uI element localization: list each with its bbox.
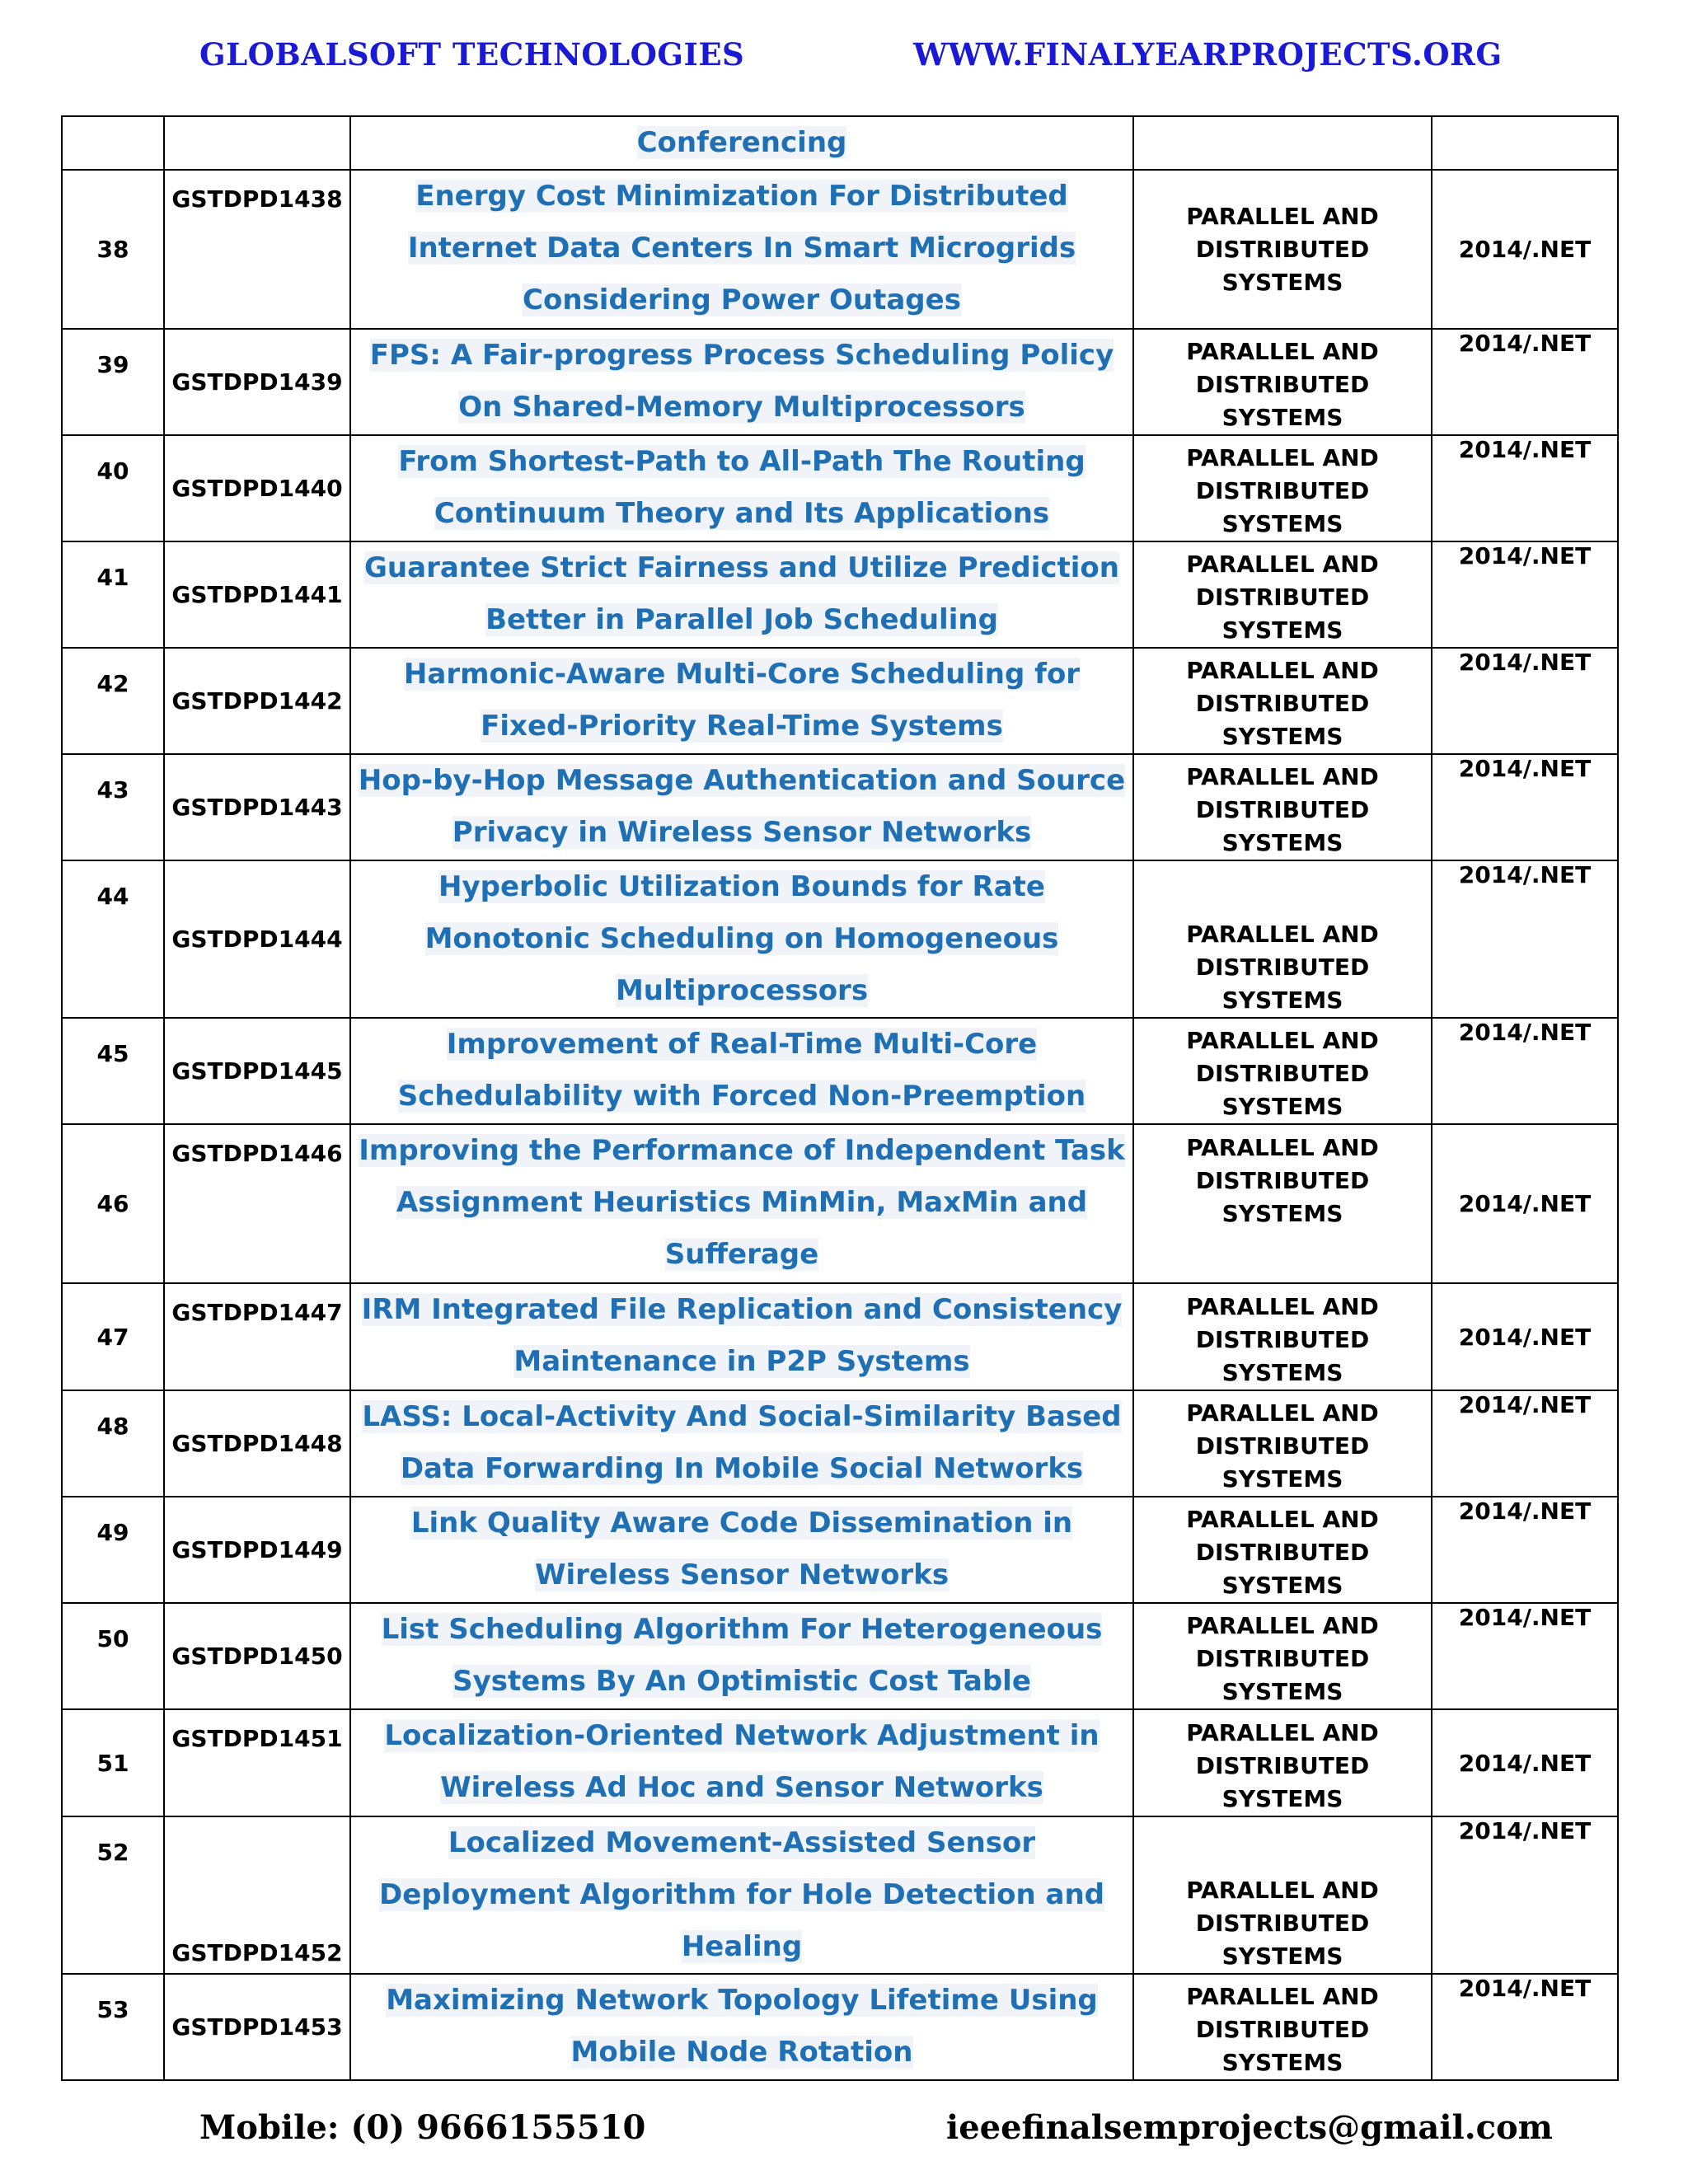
sno-cell: 46 [62,1124,164,1283]
code-cell: GSTDPD1440 [164,435,350,541]
sno-cell: 49 [62,1497,164,1603]
project-title: Link Quality Aware Code Dissemination in Wireless Sensor Networks [410,1507,1073,1591]
title-cell [350,754,1133,860]
table-row [62,1816,1618,1974]
domain-text: PARALLEL AND DISTRIBUTED SYSTEMS [1186,444,1379,537]
code-cell: GSTDPD1445 [164,1018,350,1124]
title-cell [350,1283,1133,1390]
year-cell: 2014/.NET [1432,1709,1618,1816]
table-row [62,1709,1618,1816]
table-row [62,1124,1618,1283]
domain-text: PARALLEL AND DISTRIBUTED SYSTEMS [1186,1027,1379,1120]
table-row [62,1974,1618,2080]
year-cell: 2014/.NET [1432,754,1618,860]
code-cell: GSTDPD1441 [164,541,350,648]
project-title: Localization-Oriented Network Adjustment in Wireless Ad Hoc and Sensor Networks [384,1719,1100,1804]
year-cell: 2014/.NET [1432,1283,1618,1390]
domain-text: PARALLEL AND DISTRIBUTED SYSTEMS [1186,1506,1379,1599]
domain-text: PARALLEL AND DISTRIBUTED SYSTEMS [1186,551,1379,644]
domain-cell [1133,754,1432,860]
year-cell: 2014/.NET [1432,435,1618,541]
year-cell [1432,116,1618,170]
year-cell: 2014/.NET [1432,1390,1618,1497]
domain-cell [1133,1709,1432,1816]
code-cell: GSTDPD1448 [164,1390,350,1497]
sno-cell: 51 [62,1709,164,1816]
sno-cell: 47 [62,1283,164,1390]
table-row [62,1603,1618,1709]
sno-cell: 43 [62,754,164,860]
domain-text: PARALLEL AND DISTRIBUTED SYSTEMS [1186,763,1379,856]
domain-cell [1133,116,1432,170]
domain-cell [1133,541,1432,648]
title-cell [350,648,1133,754]
project-title: Guarantee Strict Fairness and Utilize Prediction Better in Parallel Job Scheduling [364,551,1119,636]
table-row [62,1390,1618,1497]
sno-cell [62,116,164,170]
table-row [62,1283,1618,1390]
domain-cell [1133,1283,1432,1390]
domain-text: PARALLEL AND DISTRIBUTED SYSTEMS [1186,1719,1379,1812]
table-row [62,1497,1618,1603]
project-title: Improvement of Real-Time Multi-Core Schedulability with Forced Non-Preemption [397,1028,1086,1113]
year-cell: 2014/.NET [1432,1974,1618,2080]
sno-cell: 53 [62,1974,164,2080]
sno-cell: 48 [62,1390,164,1497]
table-row [62,435,1618,541]
project-title: IRM Integrated File Replication and Consistency Maintenance in P2P Systems [361,1293,1123,1378]
code-cell: GSTDPD1449 [164,1497,350,1603]
projects-table-body [62,116,1618,2080]
code-cell: GSTDPD1450 [164,1603,350,1709]
code-cell: GSTDPD1453 [164,1974,350,2080]
mobile-number: Mobile: (0) 9666155510 [199,2108,646,2147]
code-cell: GSTDPD1447 [164,1283,350,1390]
title-cell [350,1018,1133,1124]
domain-text: PARALLEL AND DISTRIBUTED SYSTEMS [1186,657,1379,750]
title-cell [350,1816,1133,1974]
title-cell [350,1603,1133,1709]
title-cell [350,435,1133,541]
year-cell: 2014/.NET [1432,1124,1618,1283]
code-cell: GSTDPD1442 [164,648,350,754]
code-cell: GSTDPD1446 [164,1124,350,1283]
sno-cell: 50 [62,1603,164,1709]
code-cell: GSTDPD1443 [164,754,350,860]
year-cell: 2014/.NET [1432,329,1618,435]
title-cell [350,116,1133,170]
table-row [62,860,1618,1018]
project-title: From Shortest-Path to All-Path The Routing Continuum Theory and Its Applications [398,445,1085,530]
project-title: Energy Cost Minimization For Distributed Internet Data Centers In Smart Microgrids Considering Power Outages [407,180,1076,316]
title-cell [350,1497,1133,1603]
table-row [62,116,1618,170]
domain-text: PARALLEL AND DISTRIBUTED SYSTEMS [1186,1877,1379,1970]
code-cell: GSTDPD1452 [164,1816,350,1974]
year-cell: 2014/.NET [1432,1018,1618,1124]
domain-cell [1133,1497,1432,1603]
project-title: Harmonic-Aware Multi-Core Scheduling for Fixed-Priority Real-Time Systems [403,658,1081,743]
year-cell: 2014/.NET [1432,541,1618,648]
domain-text: PARALLEL AND DISTRIBUTED SYSTEMS [1186,202,1379,296]
sno-cell: 52 [62,1816,164,1974]
domain-text: PARALLEL AND DISTRIBUTED SYSTEMS [1186,1134,1379,1227]
domain-text: PARALLEL AND DISTRIBUTED SYSTEMS [1186,1293,1379,1386]
year-cell: 2014/.NET [1432,648,1618,754]
table-row [62,541,1618,648]
project-title: Conferencing [636,126,847,159]
project-title: LASS: Local-Activity And Social-Similarity Based Data Forwarding In Mobile Social Networks [362,1400,1122,1485]
domain-cell [1133,1974,1432,2080]
project-title: List Scheduling Algorithm For Heterogeneous Systems By An Optimistic Cost Table [381,1613,1103,1698]
domain-text: PARALLEL AND DISTRIBUTED SYSTEMS [1186,1399,1379,1493]
code-cell: GSTDPD1444 [164,860,350,1018]
sno-cell: 41 [62,541,164,648]
domain-text: PARALLEL AND DISTRIBUTED SYSTEMS [1186,921,1379,1014]
company-name: GLOBALSOFT TECHNOLOGIES [199,36,745,73]
sno-cell: 39 [62,329,164,435]
title-cell [350,1390,1133,1497]
domain-cell [1133,648,1432,754]
sno-cell: 40 [62,435,164,541]
title-cell [350,329,1133,435]
domain-text: PARALLEL AND DISTRIBUTED SYSTEMS [1186,1612,1379,1705]
domain-cell [1133,1603,1432,1709]
projects-table [61,115,1619,2081]
website-url: WWW.FINALYEARPROJECTS.ORG [913,36,1503,73]
code-cell: GSTDPD1451 [164,1709,350,1816]
table-row [62,754,1618,860]
domain-text: PARALLEL AND DISTRIBUTED SYSTEMS [1186,1983,1379,2076]
sno-cell: 42 [62,648,164,754]
year-cell: 2014/.NET [1432,1816,1618,1974]
project-title: FPS: A Fair-progress Process Scheduling Policy On Shared-Memory Multiprocessors [369,339,1114,424]
year-cell: 2014/.NET [1432,170,1618,329]
table-row [62,329,1618,435]
title-cell [350,1124,1133,1283]
email-address: ieeefinalsemprojects@gmail.com [946,2108,1553,2147]
sno-cell: 38 [62,170,164,329]
domain-cell [1133,170,1432,329]
title-cell [350,860,1133,1018]
code-cell: GSTDPD1439 [164,329,350,435]
sno-cell: 45 [62,1018,164,1124]
code-cell [164,116,350,170]
domain-cell [1133,1124,1432,1283]
title-cell [350,170,1133,329]
project-title: Hop-by-Hop Message Authentication and Source Privacy in Wireless Sensor Networks [358,764,1126,849]
project-title: Localized Movement-Assisted Sensor Deployment Algorithm for Hole Detection and Healing [378,1826,1105,1963]
domain-text: PARALLEL AND DISTRIBUTED SYSTEMS [1186,338,1379,431]
year-cell: 2014/.NET [1432,1603,1618,1709]
year-cell: 2014/.NET [1432,1497,1618,1603]
sno-cell: 44 [62,860,164,1018]
project-title: Maximizing Network Topology Lifetime Using Mobile Node Rotation [386,1984,1098,2069]
table-row [62,170,1618,329]
title-cell [350,1709,1133,1816]
domain-cell [1133,329,1432,435]
domain-cell [1133,435,1432,541]
table-row [62,648,1618,754]
domain-cell [1133,1018,1432,1124]
project-title: Hyperbolic Utilization Bounds for Rate Monotonic Scheduling on Homogeneous Multiprocessors [424,870,1059,1007]
domain-cell [1133,1816,1432,1974]
title-cell [350,541,1133,648]
table-row [62,1018,1618,1124]
domain-cell [1133,1390,1432,1497]
project-title: Improving the Performance of Independent Task Assignment Heuristics MinMin, MaxMin and Sufferage [359,1134,1125,1271]
year-cell: 2014/.NET [1432,860,1618,1018]
title-cell [350,1974,1133,2080]
code-cell: GSTDPD1438 [164,170,350,329]
domain-cell [1133,860,1432,1018]
